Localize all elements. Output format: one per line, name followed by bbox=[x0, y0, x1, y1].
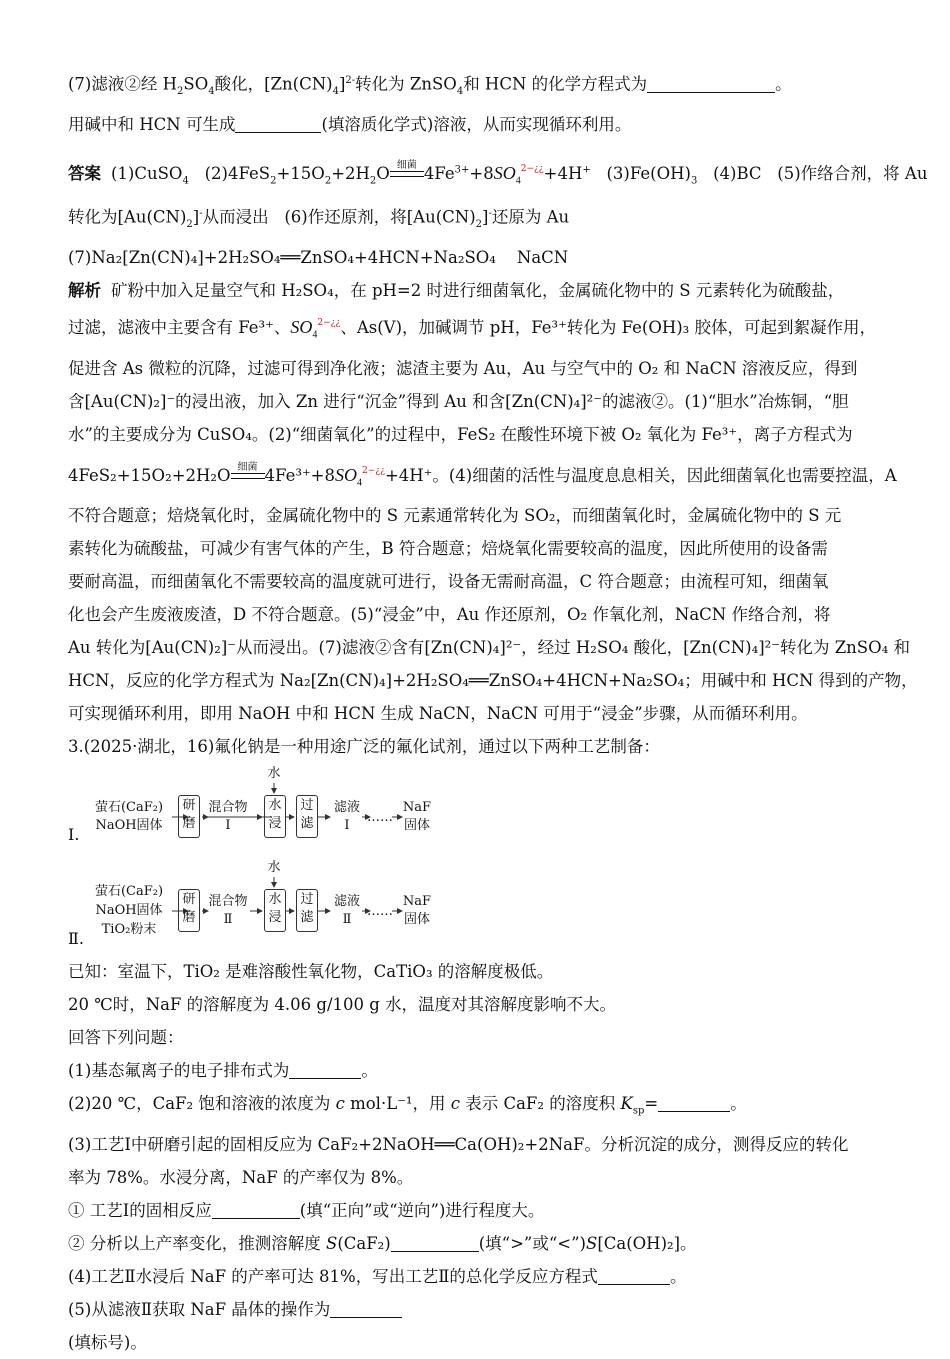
analysis-line8: 素转化为硫酸盐，可减少有害气体的产生，B 符合题意；焙烧氧化需要较高的温度，因此所使用的设备需 bbox=[68, 539, 828, 559]
sulfate-ion: $SO_4$ bbox=[290, 317, 318, 341]
answer-blank bbox=[289, 1062, 361, 1080]
sulfate-ion: $SO_4$ bbox=[493, 162, 521, 187]
analysis-label: 解析 bbox=[68, 281, 101, 301]
condition-arrow: 细菌 bbox=[390, 167, 424, 181]
q3-title: 3.(2025·湖北，16)氟化钠是一种用途广泛的氟化试剂，通过以下两种工艺制备： bbox=[68, 737, 660, 757]
analysis-line1: 解析 矿粉中加入足量空气和 H₂SO₄，在 pH=2 时进行细菌氧化，金属硫化物中的 S 元素转化为硫酸盐， bbox=[68, 281, 845, 301]
answer-blank bbox=[212, 1201, 300, 1219]
known-2: 20 ℃时，NaF 的溶解度为 4.06 g/100 g 水，温度对其溶解度影响不大。 bbox=[68, 995, 617, 1015]
q7-line1: (7)滤液②经 $H_2SO_4$酸化，$[Zn(CN)_4]^{2-}$转化为 ZnSO$_4$和 HCN 的化学方程式为 。 bbox=[68, 74, 792, 97]
analysis-line4: 含[Au(CN)₂]⁻的浸出液，加入 Zn 进行“沉金”得到 Au 和含[Zn(CN)₄]²⁻的滤液②。(1)“胆水”冶炼铜，“胆 bbox=[68, 391, 849, 411]
analysis-line10: 化也会产生废液废渣，D 不符合题意。(5)“浸金”中，Au 作还原剂，O₂ 作氧化剂，NaCN 作络合剂，将 bbox=[68, 605, 831, 625]
analysis-line6: 4FeS₂+15O₂+2H₂O 细菌 $4Fe^{3+}+8SO_4^{2-¿¿}+4H^+$。(4)细菌的活性与温度息息相关，因此细菌氧化也需要控温，A bbox=[68, 462, 897, 489]
answer-blank bbox=[330, 1300, 402, 1318]
sulfate-ion: $SO_4$ bbox=[335, 464, 363, 489]
analysis-line11: Au 转化为[Au(CN)₂]⁻从而浸出。(7)滤液②含有[Zn(CN)₄]²⁻，经过 H₂SO₄ 酸化，[Zn(CN)₄]²⁻转化为 ZnSO₄ 和 bbox=[68, 638, 910, 658]
answer-blank bbox=[391, 1234, 479, 1252]
analysis-line5: 水”的主要成分为 CuSO₄。(2)“细菌氧化”的过程中，FeS₂ 在酸性环境下被 O₂ 氧化为 Fe³⁺，离子方程式为 bbox=[68, 424, 853, 444]
analysis-line2: 过滤，滤液中主要含有 Fe³⁺、$SO_4^{2-¿¿}$、As(Ⅴ)，加碱调节 pH，Fe³⁺转化为 Fe(OH)₃ 胶体，可起到絮凝作用， bbox=[68, 317, 877, 341]
answer-line2: 转化为$[Au(CN)_2]^-$从而浸出 (6)作还原剂，将$[Au(CN)_2]^-$还原为 Au bbox=[68, 207, 570, 231]
question-1: (1)基态氟离子的电子排布式为 。 bbox=[68, 1061, 378, 1081]
question-2: (2)20 ℃，CaF₂ 饱和溶液的浓度为 c mol·L⁻¹，用 c 表示 CaF₂ 的溶度积 $K_{sp}=$ 。 bbox=[68, 1094, 747, 1117]
question-3-sub2: ② 分析以上产率变化，推测溶解度 S(CaF₂) (填“>”或“<”)S[Ca(OH)₂]。 bbox=[68, 1233, 697, 1253]
question-3-line1: (3)工艺Ⅰ中研磨引起的固相反应为 CaF₂+2NaOH══Ca(OH)₂+2NaF。分析沉淀的成分，测得反应的转化 bbox=[68, 1134, 849, 1154]
step-grind: 研磨 bbox=[178, 795, 200, 838]
condition-arrow: 细菌 bbox=[231, 469, 265, 483]
answer-blank bbox=[598, 1267, 670, 1285]
answer-blank bbox=[658, 1095, 730, 1113]
answer-label: 答案 bbox=[68, 163, 101, 183]
analysis-line3: 促进含 As 微粒的沉降，过滤可得到净化液；滤渣主要为 Au，Au 与空气中的 O₂ 和 NaCN 溶液反应，得到 bbox=[68, 358, 858, 378]
step-grind: 研磨 bbox=[178, 889, 200, 932]
question-3-line2: 率为 78%。水浸分离，NaF 的产率仅为 8%。 bbox=[68, 1167, 414, 1187]
step-water-leach: 水浸 bbox=[264, 795, 286, 838]
known-1: 已知：室温下，TiO₂ 是难溶酸性氧化物，CaTiO₃ 的溶解度极低。 bbox=[68, 962, 554, 982]
question-4: (4)工艺Ⅱ水浸后 NaF 的产率可达 81%，写出工艺Ⅱ的总化学反应方程式 。 bbox=[68, 1266, 687, 1286]
document-page bbox=[68, 64, 928, 1359]
step-water-leach: 水浸 bbox=[264, 889, 286, 932]
process-flow-1: Ⅰ. 萤石(CaF₂) NaOH固体 研磨 混合物 Ⅰ 水 水浸 过滤 滤液 Ⅰ …… NaF 固体 bbox=[68, 766, 432, 845]
answer-prompt: 回答下列问题： bbox=[68, 1028, 184, 1048]
step-filter: 过滤 bbox=[296, 795, 318, 838]
answer-line1: 答案 (1)CuSO$_4$ $(2)4FeS_2+15O_2+2H_2O$ 细菌 $4Fe^{3+}+8SO_4^{2-¿¿}+4H^+$ $(3)Fe(OH)_3$ (4)BC (5)作络合剂，将 Au bbox=[68, 160, 928, 187]
q7-line2: 用碱中和 HCN 可生成 (填溶质化学式)溶液，从而实现循环利用。 bbox=[68, 114, 632, 134]
analysis-line13: 可实现循环利用，即用 NaOH 中和 HCN 生成 NaCN，NaCN 可用于“浸金”步骤，从而循环利用。 bbox=[68, 704, 808, 724]
question-5: (5)从滤液Ⅱ获取 NaF 晶体的操作为 bbox=[68, 1293, 888, 1326]
answer-blank bbox=[647, 75, 775, 93]
question-5-note: (填标号)。 bbox=[68, 1332, 147, 1352]
step-filter: 过滤 bbox=[296, 889, 318, 932]
analysis-line12: HCN，反应的化学方程式为 Na₂[Zn(CN)₄]+2H₂SO₄══ZnSO₄+4HCN+Na₂SO₄；用碱中和 HCN 得到的产物， bbox=[68, 671, 918, 691]
analysis-line9: 要耐高温，而细菌氧化不需要较高的温度就可进行，设备无需耐高温，C 符合题意；由流程可知，细菌氧 bbox=[68, 572, 829, 592]
question-3-sub1: ① 工艺Ⅰ的固相反应 (填“正向”或“逆向”)进行程度大。 bbox=[68, 1200, 545, 1220]
analysis-line7: 不符合题意；焙烧氧化时，金属硫化物中的 S 元素通常转化为 SO₂，而细菌氧化时，金属硫化物中的 S 元 bbox=[68, 506, 842, 526]
process-flow-2: Ⅱ. 萤石(CaF₂) NaOH固体 TiO₂粉末 研磨 混合物 Ⅱ 水 水浸 过滤 滤液 Ⅱ …… NaF 固体 bbox=[68, 860, 432, 949]
answer-line3: (7)Na₂[Zn(CN)₄]+2H₂SO₄══ZnSO₄+4HCN+Na₂SO₄ NaCN bbox=[68, 248, 569, 268]
answer-blank bbox=[235, 115, 321, 133]
